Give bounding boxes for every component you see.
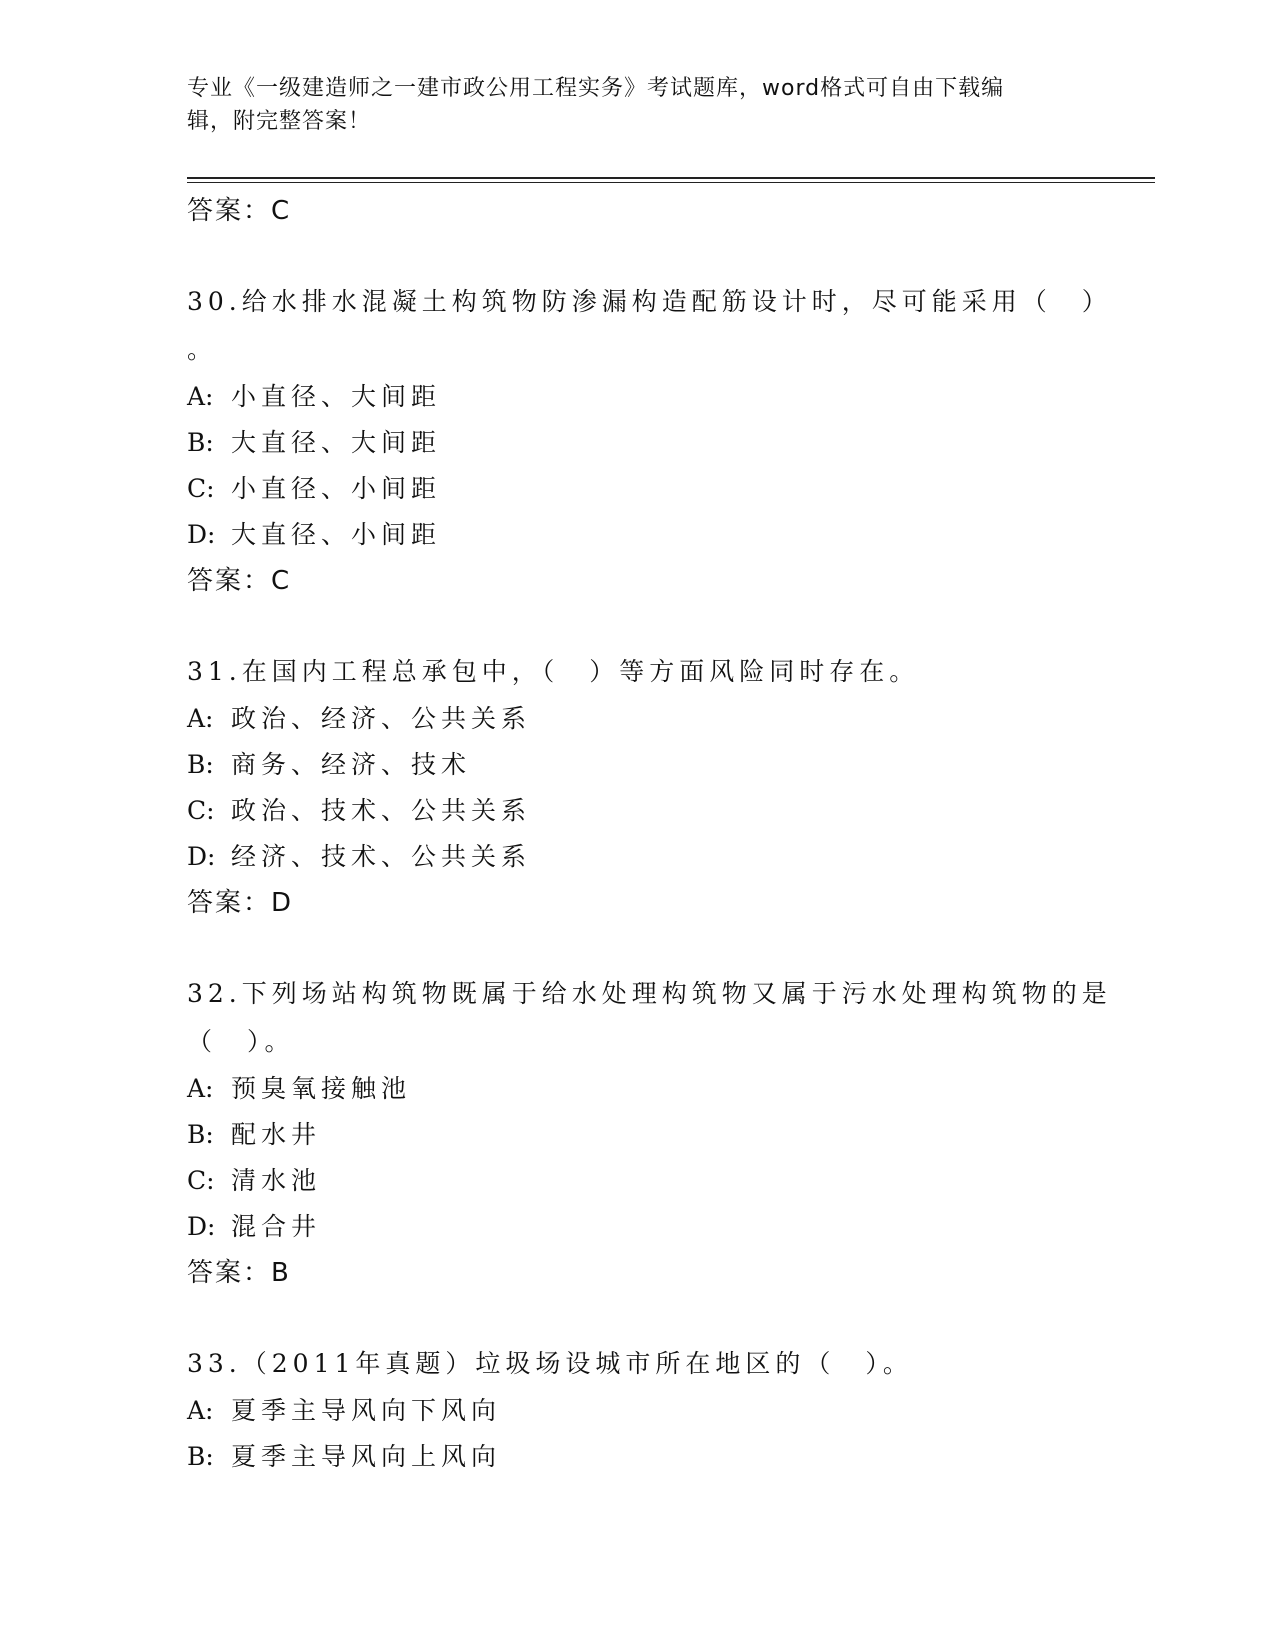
option-a [187, 696, 1087, 742]
spacer [187, 926, 1087, 970]
option-letter: D: [187, 520, 216, 549]
answer-line: 答案：C [187, 196, 292, 226]
option-text: 大直径、大间距 [231, 428, 442, 457]
answer-line: 答案：D [187, 888, 294, 918]
option-c [187, 466, 1087, 512]
option-letter: C: [187, 796, 215, 825]
option-text: 预臭氧接触池 [231, 1074, 412, 1103]
page-header [187, 72, 1067, 138]
question-31 [187, 648, 1087, 926]
option-b [187, 1434, 1087, 1480]
header-line-2: 辑，附完整答案！ [187, 109, 372, 134]
option-text: 政治、经济、公共关系 [231, 704, 532, 733]
header-line-1: 专业《一级建造师之一建市政公用工程实务》考试题库，word格式可自由下载编 [187, 76, 1005, 101]
option-b [187, 420, 1087, 466]
option-c [187, 788, 1087, 834]
option-text: 小直径、小间距 [231, 474, 442, 503]
option-a [187, 1066, 1087, 1112]
question-32 [187, 970, 1112, 1296]
option-text: 清水池 [231, 1166, 322, 1195]
question-33 [187, 1340, 1087, 1480]
question-text-cont: 。 [187, 335, 218, 364]
option-text: 小直径、大间距 [231, 382, 442, 411]
question-text: 32.下列场站构筑物既属于给水处理构筑物又属于污水处理构筑物的是 [187, 979, 1112, 1008]
option-letter: C: [187, 1166, 215, 1195]
option-text: 配水井 [231, 1120, 322, 1149]
header-rule-thin [187, 182, 1155, 183]
option-d [187, 512, 1087, 558]
spacer [187, 604, 1087, 648]
spacer [187, 234, 1087, 278]
question-text-cont: （ ）。 [187, 1027, 295, 1056]
option-d [187, 1204, 1087, 1250]
question-text: 31.在国内工程总承包中，（ ）等方面风险同时存在。 [187, 657, 920, 686]
option-letter: D: [187, 1212, 216, 1241]
option-letter: A: [187, 1074, 214, 1103]
header-rule-thick [187, 177, 1155, 179]
option-letter: A: [187, 1396, 214, 1425]
option-text: 政治、技术、公共关系 [231, 796, 532, 825]
option-text: 夏季主导风向下风向 [231, 1396, 502, 1425]
option-a [187, 374, 1087, 420]
question-list [187, 188, 1112, 1480]
option-text: 混合井 [231, 1212, 322, 1241]
option-letter: C: [187, 474, 215, 503]
question-text: 30.给水排水混凝土构筑物防渗漏构造配筋设计时，尽可能采用（ ） [187, 287, 1112, 316]
option-letter: D: [187, 842, 216, 871]
question-text: 33.（2011年真题）垃圾场设城市所在地区的（ ）。 [187, 1349, 913, 1378]
question-30 [187, 278, 1112, 604]
option-c [187, 1158, 1087, 1204]
option-letter: A: [187, 382, 214, 411]
option-text: 夏季主导风向上风向 [231, 1442, 502, 1471]
option-letter: A: [187, 704, 214, 733]
option-text: 商务、经济、技术 [231, 750, 472, 779]
option-text: 经济、技术、公共关系 [231, 842, 532, 871]
option-b [187, 1112, 1087, 1158]
option-a [187, 1388, 1087, 1434]
option-b [187, 742, 1087, 788]
answer-line: 答案：C [187, 566, 292, 596]
spacer [187, 1296, 1087, 1340]
option-text: 大直径、小间距 [231, 520, 442, 549]
option-letter: B: [187, 750, 214, 779]
option-letter: B: [187, 428, 214, 457]
answer-line: 答案：B [187, 1258, 291, 1288]
option-d [187, 834, 1087, 880]
option-letter: B: [187, 1442, 214, 1471]
option-letter: B: [187, 1120, 214, 1149]
